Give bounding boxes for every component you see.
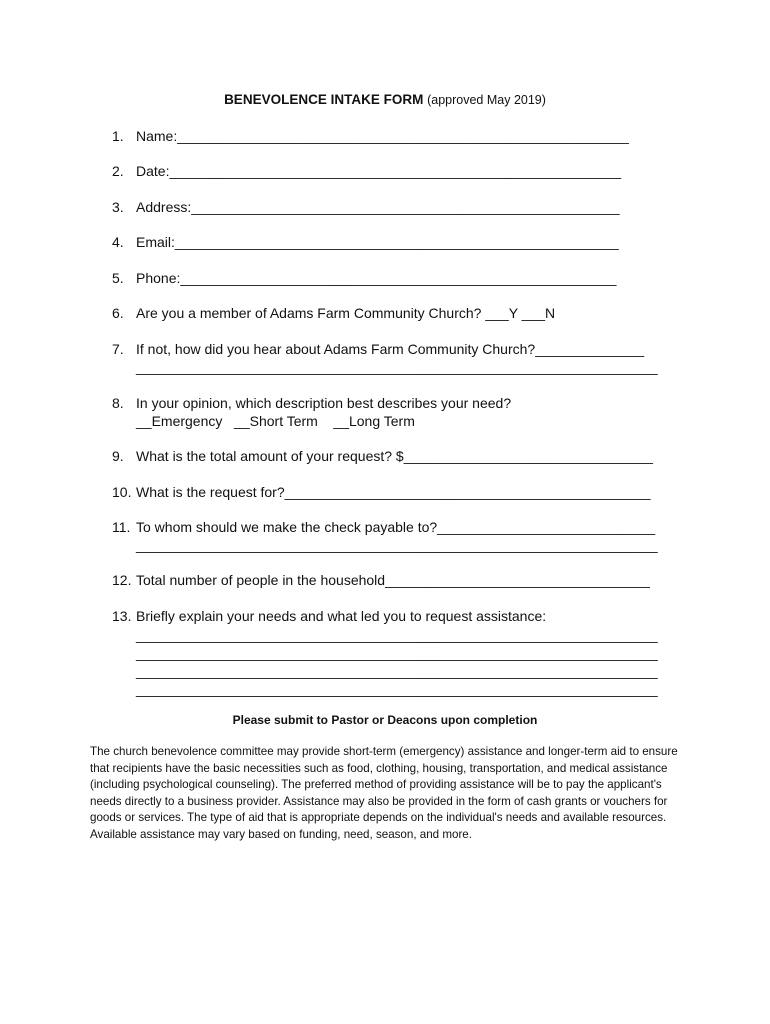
request-amount-field[interactable]: What is the total amount of your request? $________________________________ xyxy=(136,448,653,464)
payee-answer-line[interactable]: ___________________________________________________________________ xyxy=(136,537,658,553)
needs-answer-line[interactable]: ___________________________________________________________________ xyxy=(136,663,658,679)
item-number: 8. xyxy=(112,395,124,411)
item-number: 9. xyxy=(112,448,124,464)
item-number: 13. xyxy=(112,608,132,624)
item-number: 2. xyxy=(112,163,124,179)
needs-explanation-question: Briefly explain your needs and what led you to request assistance: xyxy=(136,608,547,624)
needs-answer-line[interactable]: ___________________________________________________________________ xyxy=(136,681,658,697)
household-count-field[interactable]: Total number of people in the household__________________________________ xyxy=(136,572,650,588)
need-type-options[interactable]: __Emergency __Short Term __Long Term xyxy=(136,413,415,429)
phone-field[interactable]: Phone:________________________________________________________ xyxy=(136,270,617,286)
benevolence-policy-paragraph: The church benevolence committee may provide short-term (emergency) assistance and longer-term aid to ensure that recipients have the basic necessities such as food, clothing, housing, transportation, and medical assistance (including psychological counseling). The preferred method of providing assistance will be to pay the applicant's needs directly to a business provider. Assistance may also be provided in the form of cash grants or vouchers for goods or services. The type of aid that is appropriate depends on the individual's needs and available resources. Available assistance may vary based on funding, need, season, and more. xyxy=(90,745,678,841)
email-field[interactable]: Email:_________________________________________________________ xyxy=(136,234,619,250)
form-title: BENEVOLENCE INTAKE FORM xyxy=(224,92,424,107)
page-title xyxy=(0,92,770,107)
request-purpose-field[interactable]: What is the request for?_______________________________________________ xyxy=(136,484,651,500)
item-number: 10. xyxy=(112,484,132,500)
item-number: 7. xyxy=(112,341,124,357)
membership-question[interactable]: Are you a member of Adams Farm Community Church? ___Y ___N xyxy=(136,305,556,321)
need-type-question: In your opinion, which description best describes your need? xyxy=(136,395,512,411)
item-number: 6. xyxy=(112,305,124,321)
item-number: 5. xyxy=(112,270,124,286)
item-number: 12. xyxy=(112,572,132,588)
needs-answer-line[interactable]: ___________________________________________________________________ xyxy=(136,627,658,643)
name-field[interactable]: Name:__________________________________________________________ xyxy=(136,128,629,144)
date-field[interactable]: Date:__________________________________________________________ xyxy=(136,163,622,179)
item-number: 1. xyxy=(112,128,124,144)
needs-answer-line[interactable]: ___________________________________________________________________ xyxy=(136,645,658,661)
item-number: 3. xyxy=(112,199,124,215)
submit-instructions: Please submit to Pastor or Deacons upon completion xyxy=(232,713,538,727)
address-field[interactable]: Address:_______________________________________________________ xyxy=(136,199,620,215)
item-number: 4. xyxy=(112,234,124,250)
item-number: 11. xyxy=(112,519,131,535)
form-approval-note: (approved May 2019) xyxy=(427,93,546,107)
payee-field[interactable]: To whom should we make the check payable to?____________________________ xyxy=(136,519,656,535)
referral-answer-line[interactable]: ___________________________________________________________________ xyxy=(136,359,658,375)
referral-question[interactable]: If not, how did you hear about Adams Farm Community Church?______________ xyxy=(136,341,645,357)
